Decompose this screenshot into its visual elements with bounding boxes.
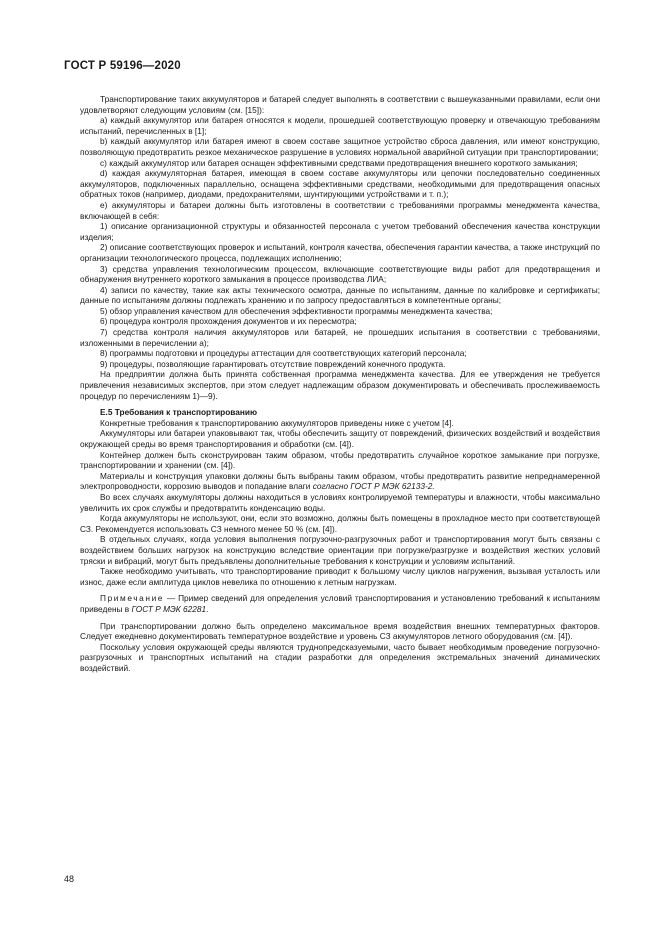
list-item: c) каждый аккумулятор или батарея оснащен эффективными средствами предотвращения внешнего короткого замыкания; (100, 157, 578, 168)
list-item: 8) программы подготовки и процедуры аттестации для соответствующих категорий персонала; (100, 348, 467, 359)
paragraph: На предприятии должна быть принята собственная программа менеджмента качества. Для ее утверждения не требуется привлечения независимых экспертов, при этом следует надлежащим образом документировать и обеспечивать прослеживаемость процедур по перечислениям 1)—9). (80, 369, 600, 401)
list-item: 3) средства управления технологическим процессом, включающие соответствующие виды работ для предотвращения и обнаружения внутреннего короткого замыкания в процессе производства ЛИА; (80, 263, 600, 285)
paragraph: Также необходимо учитывать, что транспортирование приводит к большому числу циклов нагружения, вызывая усталость или износ, даже если амплитуда циклов невелика по отношению к летным нагрузкам. (80, 566, 600, 587)
paragraph-text: Материалы и конструкция упаковки должны быть выбраны таким образом, чтобы предотвратить развитие непреднамеренной электропроводности, коррозию выводов и попадание влаги (80, 470, 600, 492)
page-number: 48 (64, 874, 75, 884)
list-item: 6) процедура контроля прохождения документов и их пересмотра; (100, 316, 357, 327)
standard-reference: согласно ГОСТ Р МЭК 62133-2. (312, 481, 435, 492)
note (80, 593, 600, 614)
list-item: 9) процедуры, позволяющие гарантировать отсутствие повреждений конечного продукта. (100, 358, 446, 369)
paragraph: В отдельных случаях, когда условия выполнения погрузочно-разгрузочных работ и транспортирования могут быть связаны с воздействием больших нагрузок на конструкцию вследствие ориентации при погрузке/разгрузке и воздействия жестких условий тряски и вибраций, могут быть предъявлены дополнительные требования к конструкции и условиям испытаний. (80, 534, 600, 566)
list-item: 2) описание соответствующих проверок и испытаний, контроля качества, обеспечения гарантии качества, а также инструкций по организации технологического процесса, подлежащих исполнению; (80, 242, 600, 263)
document-header: ГОСТ Р 59196—2020 (64, 60, 181, 72)
list-item: a) каждый аккумулятор или батарея относятся к модели, прошедшей соответствующую проверку и отвечающую требованиям испытаний, перечисленных в [1]; (80, 115, 600, 136)
paragraph: Аккумуляторы или батареи упаковывают так, чтобы обеспечить защиту от повреждений, физических воздействий и воздействия окружающей среды во время транспортирования и обработки (см. [4]). (80, 428, 600, 449)
paragraph: Транспортирование таких аккумуляторов и батарей следует выполнять в соответствии с вышеуказанными правилами, если они удовлетворяют следующим условиям (см. [15]): (80, 94, 600, 115)
paragraph: Контейнер должен быть сконструирован таким образом, чтобы предотвратить случайное короткое замыкание при погрузке, транспортировании и хранении (см. [4]). (80, 449, 600, 471)
list-item: 5) обзор управления качеством для обеспечения эффективности программы менеджмента качества; (100, 305, 493, 316)
note-label: Примечание (100, 593, 165, 604)
paragraph: При транспортировании должно быть определено максимальное время воздействия внешних температурных факторов. Следует ежедневно документировать температурное воздействие и уровень СЗ аккумуляторов летного оборудования (см. [4]). (80, 620, 600, 642)
section-title: Е.5 Требования к транспортированию (100, 407, 258, 418)
paragraph: Когда аккумуляторы не используют, они, если это возможно, должны быть помещены в прохладное место при соответствующей СЗ. Рекомендуется использовать СЗ немного менее 50 % (см. [4]). (80, 513, 600, 534)
list-item: d) каждая аккумуляторная батарея, имеющая в своем составе аккумуляторы или цепочки последовательно соединенных аккумуляторов, подключенных параллельно, оснащена эффективными средствами, необходимыми для предотвращения опасных обратных токов (например, диодами, предохранителями, шунтирующими устройствами и т. п.); (80, 168, 600, 200)
paragraph: Во всех случаях аккумуляторы должны находиться в условиях контролируемой температуры и влажности, чтобы максимально увеличить их срок службы и предотвратить конденсацию воды. (80, 491, 600, 513)
note-end: . (206, 603, 209, 614)
note-reference: ГОСТ Р МЭК 62281 (131, 603, 207, 614)
document-body (80, 94, 600, 673)
list-item: b) каждый аккумулятор или батарея имеют в своем составе защитное устройство сброса давления, или имеют конструкцию, позволяющую предотвратить резкое механическое разрушение в условиях нормальной аварийной ситуации при транспортировании; (80, 136, 600, 157)
paragraph (80, 471, 600, 492)
list-item: e) аккумуляторы и батареи должны быть изготовлены в соответствии с требованиями программы менеджмента качества, включающей в себя: (80, 199, 600, 221)
list-item: 4) записи по качеству, такие как акты технического осмотра, данные по испытаниям, данные по калибровке и сертификаты; данные по испытаниям должны подлежать хранению и по запросу предоставляться в компетентные органы; (80, 284, 600, 306)
paragraph: Конкретные требования к транспортированию аккумуляторов приведены ниже с учетом [4]. (100, 417, 454, 428)
paragraph: Поскольку условия окружающей среды являются труднопредсказуемыми, часто бывает необходимым проведение погрузочно-разгрузочных и транспортных испытаний на стадии разработки для определения экстремальных значений динамических воздействий. (80, 641, 600, 673)
list-item: 7) средства контроля наличия аккумуляторов или батарей, не прошедших испытания в соответствии с требованиями, изложенными в перечислении а); (80, 327, 600, 348)
list-item: 1) описание организационной структуры и обязанностей персонала с учетом требований обеспечения качества конструкции изделия; (80, 221, 600, 242)
note-text: — Пример сведений для определения условий транспортирования и установлению требований к испытаниям приведены в (80, 593, 600, 614)
